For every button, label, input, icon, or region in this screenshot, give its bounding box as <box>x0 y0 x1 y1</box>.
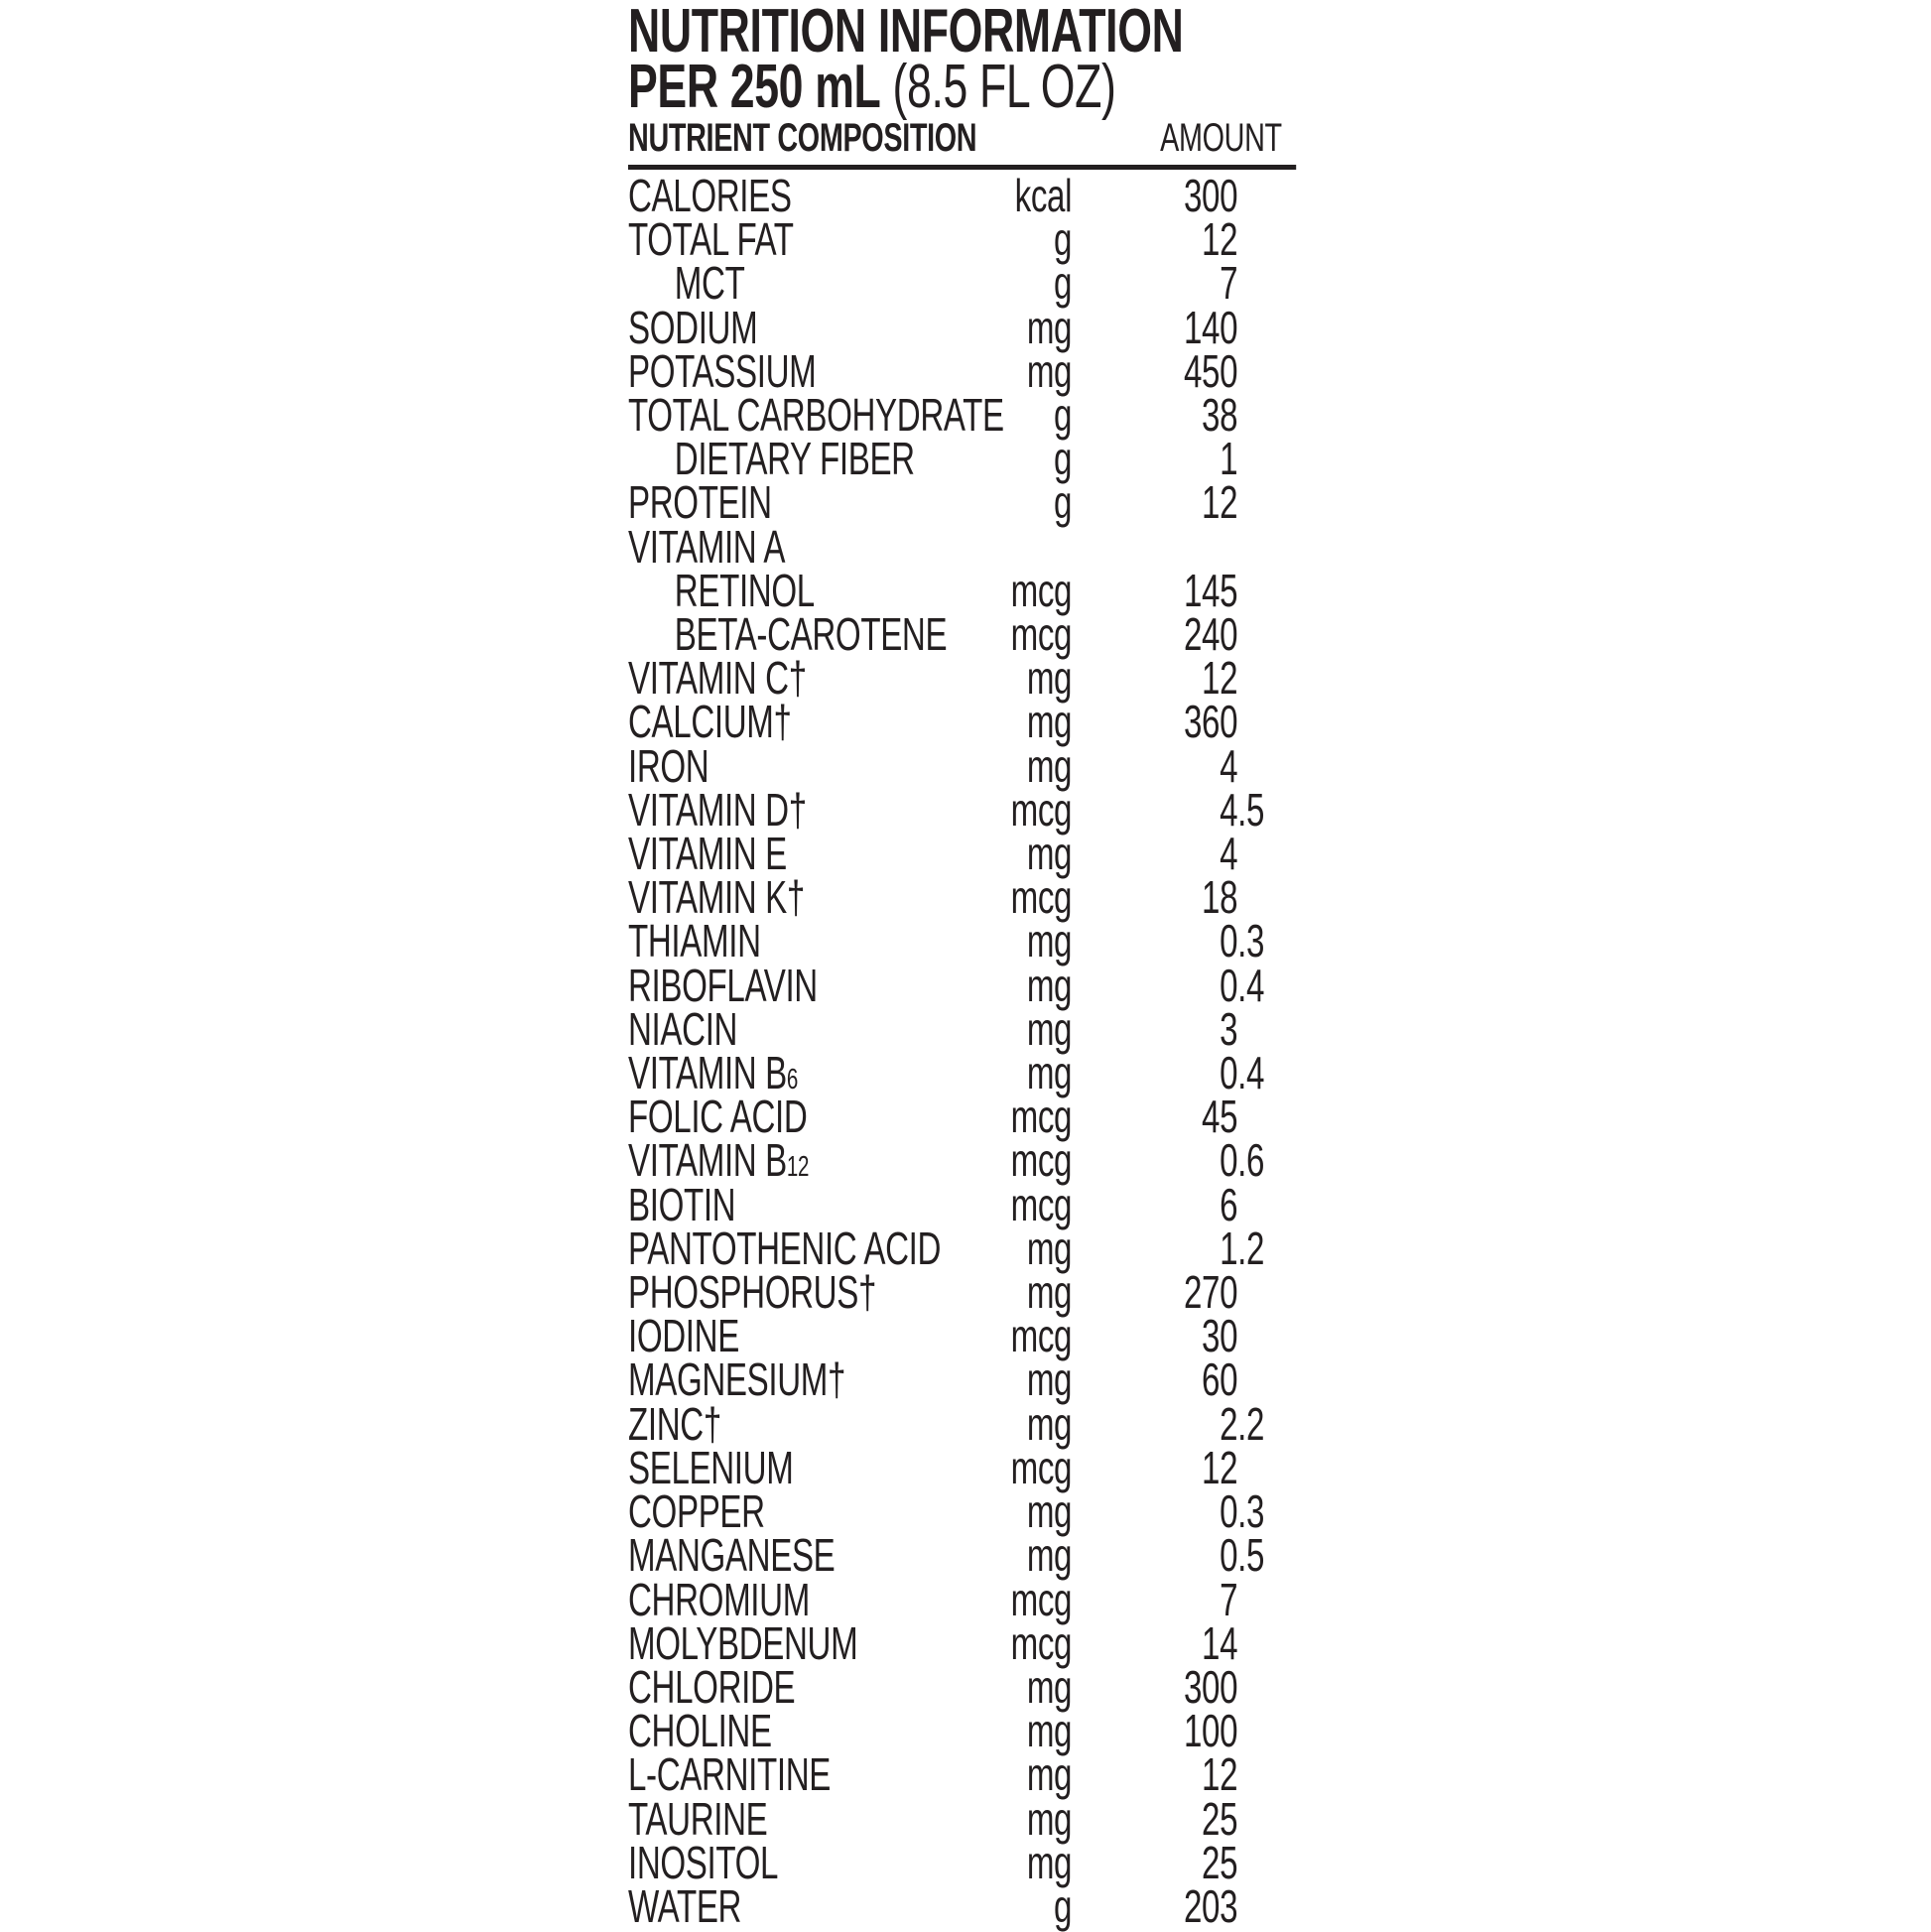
nutrient-label: PANTOTHENIC ACID <box>628 1222 942 1274</box>
column-header-nutrient: NUTRIENT COMPOSITION <box>628 116 977 160</box>
table-row <box>628 1573 1296 1625</box>
serving-size-line <box>628 53 1296 121</box>
nutrient-unit: mg <box>1026 1529 1073 1582</box>
table-row <box>628 1748 1296 1801</box>
nutrient-label: THIAMIN <box>628 915 761 967</box>
table-row <box>628 828 1296 880</box>
nutrient-unit: kcal <box>1014 170 1073 221</box>
nutrient-label: PHOSPHORUS† <box>628 1266 877 1319</box>
nutrient-unit: mg <box>1026 696 1073 748</box>
nutrient-unit: mg <box>1026 1836 1073 1888</box>
amount-decimal <box>1237 1621 1296 1665</box>
table-row <box>628 1441 1296 1493</box>
nutrient-unit: mg <box>1026 828 1073 880</box>
amount-decimal <box>1237 437 1296 480</box>
amount-integer: 30 <box>1202 1310 1238 1362</box>
nutrient-label: TOTAL FAT <box>628 213 794 266</box>
nutrient-unit: g <box>1054 389 1073 442</box>
nutrient-label: RIBOFLAVIN <box>628 959 818 1011</box>
nutrient-label: POTASSIUM <box>628 344 817 397</box>
nutrient-label: MCT <box>674 257 745 310</box>
amount-integer: 12 <box>1202 1748 1238 1801</box>
table-row <box>628 1091 1296 1143</box>
nutrient-label: L-CARNITINE <box>628 1748 831 1801</box>
nutrient-unit: mg <box>1026 301 1073 353</box>
column-headers <box>628 117 1296 159</box>
column-header-amount: AMOUNT <box>1160 116 1282 160</box>
nutrient-unit: g <box>1054 257 1073 310</box>
nutrient-unit: g <box>1054 476 1073 529</box>
label-subscript: 12 <box>786 1151 810 1184</box>
amount-integer: 360 <box>1183 696 1238 748</box>
amount-integer: 100 <box>1183 1705 1238 1757</box>
amount-decimal <box>1237 349 1296 393</box>
table-row <box>628 1134 1296 1187</box>
nutrient-unit: mcg <box>1010 1616 1073 1669</box>
amount-integer: 4 <box>1220 739 1238 792</box>
table-row <box>628 1879 1296 1932</box>
label-subscript: 6 <box>786 1064 798 1096</box>
nutrient-unit: mg <box>1026 1222 1073 1274</box>
table-row <box>628 1660 1296 1713</box>
table-row <box>628 170 1296 221</box>
nutrient-unit: mg <box>1026 1002 1073 1055</box>
amount-integer: 25 <box>1202 1836 1238 1888</box>
serving-size-regular: (8.5 FL OZ) <box>892 53 1116 121</box>
amount-integer: 0 <box>1220 1485 1238 1538</box>
nutrient-label: MAGNESIUM† <box>628 1353 846 1406</box>
amount-integer: 0 <box>1220 1047 1238 1099</box>
nutrient-unit: mcg <box>1010 564 1073 616</box>
amount-decimal <box>1237 306 1296 349</box>
table-row <box>628 783 1296 836</box>
table-row <box>628 608 1296 661</box>
table-row <box>628 301 1296 353</box>
table-row <box>628 564 1296 616</box>
amount-integer: 300 <box>1183 1660 1238 1713</box>
amount-integer: 2 <box>1220 1397 1238 1450</box>
table-row <box>628 959 1296 1011</box>
amount-integer: 14 <box>1202 1616 1238 1669</box>
amount-decimal <box>1237 393 1296 437</box>
nutrient-unit: mcg <box>1010 871 1073 924</box>
nutrient-unit: mg <box>1026 1660 1073 1713</box>
serving-size-bold: PER 250 mL <box>628 53 881 121</box>
amount-decimal <box>1237 656 1296 700</box>
nutrient-unit: mg <box>1026 1353 1073 1406</box>
amount-integer: 1 <box>1220 433 1238 485</box>
amount-integer: 0 <box>1220 915 1238 967</box>
amount-decimal: .3 <box>1237 1485 1265 1538</box>
amount-integer: 38 <box>1202 389 1238 442</box>
table-row <box>628 476 1296 529</box>
nutrient-label: CHOLINE <box>628 1705 772 1757</box>
nutrient-label: IRON <box>628 739 709 792</box>
nutrient-unit: mcg <box>1010 1178 1073 1230</box>
table-row <box>628 1529 1296 1582</box>
table-row <box>628 213 1296 266</box>
amount-decimal <box>1237 1797 1296 1841</box>
amount-integer: 140 <box>1183 301 1238 353</box>
nutrient-label: SELENIUM <box>628 1441 794 1493</box>
amount-integer: 145 <box>1183 564 1238 616</box>
page-title: NUTRITION INFORMATION <box>628 0 1184 65</box>
nutrient-unit: mg <box>1026 652 1073 705</box>
nutrient-label: TAURINE <box>628 1792 768 1845</box>
nutrient-label: DIETARY FIBER <box>674 433 915 485</box>
nutrient-unit: mg <box>1026 1748 1073 1801</box>
nutrient-unit: mcg <box>1010 608 1073 661</box>
table-row <box>628 1705 1296 1757</box>
amount-decimal <box>1237 832 1296 875</box>
nutrient-label: TOTAL CARBOHYDRATE <box>628 389 1004 442</box>
amount-decimal <box>1237 1183 1296 1226</box>
amount-decimal <box>1237 1884 1296 1928</box>
table-row <box>628 871 1296 924</box>
nutrient-unit: mcg <box>1010 1091 1073 1143</box>
nutrient-unit: mg <box>1026 1266 1073 1319</box>
nutrient-label: CALORIES <box>628 170 792 221</box>
nutrient-unit: mg <box>1026 1792 1073 1845</box>
amount-integer: 12 <box>1202 652 1238 705</box>
amount-decimal <box>1237 217 1296 261</box>
amount-integer: 300 <box>1183 170 1238 221</box>
amount-integer: 0 <box>1220 1529 1238 1582</box>
amount-decimal <box>1237 1578 1296 1621</box>
nutrient-label: IODINE <box>628 1310 739 1362</box>
amount-integer: 270 <box>1183 1266 1238 1319</box>
table-row <box>628 1002 1296 1055</box>
amount-integer: 45 <box>1202 1091 1238 1143</box>
amount-decimal <box>1237 1841 1296 1884</box>
nutrient-label: CHROMIUM <box>628 1573 810 1625</box>
table-row <box>628 1836 1296 1888</box>
nutrient-label: VITAMIN A <box>628 520 786 573</box>
nutrient-unit: mcg <box>1010 1310 1073 1362</box>
nutrient-unit: mcg <box>1010 1573 1073 1625</box>
nutrient-label: SODIUM <box>628 301 758 353</box>
amount-decimal <box>1237 261 1296 305</box>
amount-integer: 4 <box>1220 783 1238 836</box>
amount-decimal <box>1237 744 1296 788</box>
nutrient-label: CHLORIDE <box>628 1660 796 1713</box>
nutrient-unit: mg <box>1026 344 1073 397</box>
nutrient-unit: mg <box>1026 915 1073 967</box>
amount-integer: 12 <box>1202 213 1238 266</box>
nutrient-label: NIACIN <box>628 1002 738 1055</box>
amount-integer: 18 <box>1202 871 1238 924</box>
nutrient-unit: mg <box>1026 1047 1073 1099</box>
table-row <box>628 915 1296 967</box>
amount-integer: 450 <box>1183 344 1238 397</box>
nutrient-label: VITAMIN E <box>628 828 787 880</box>
amount-decimal: .6 <box>1237 1134 1265 1187</box>
amount-decimal <box>1237 1752 1296 1796</box>
table-row <box>628 652 1296 705</box>
amount-integer: 6 <box>1220 1178 1238 1230</box>
amount-integer: 3 <box>1220 1002 1238 1055</box>
amount-integer: 0 <box>1220 1134 1238 1187</box>
amount-integer: 7 <box>1220 257 1238 310</box>
table-row <box>628 1266 1296 1319</box>
table-row <box>628 1178 1296 1230</box>
amount-decimal: .3 <box>1237 915 1265 967</box>
amount-integer: 7 <box>1220 1573 1238 1625</box>
table-row <box>628 1310 1296 1362</box>
nutrient-label: VITAMIN C† <box>628 652 807 705</box>
amount-decimal: .2 <box>1237 1222 1265 1274</box>
amount-integer: 1 <box>1220 1222 1238 1274</box>
table-row <box>628 1616 1296 1669</box>
amount-decimal <box>1237 1007 1296 1051</box>
nutrient-unit: mg <box>1026 1705 1073 1757</box>
nutrient-label: FOLIC ACID <box>628 1091 808 1143</box>
amount-decimal <box>1237 875 1296 919</box>
table-row <box>628 1353 1296 1406</box>
amount-decimal <box>1237 525 1296 569</box>
nutrient-label: VITAMIN B12 <box>628 1134 810 1187</box>
nutrient-label: VITAMIN D† <box>628 783 807 836</box>
nutrient-label: INOSITOL <box>628 1836 779 1888</box>
nutrient-unit: g <box>1054 1879 1073 1932</box>
amount-decimal <box>1237 174 1296 217</box>
amount-decimal <box>1237 1709 1296 1752</box>
nutrient-unit: mcg <box>1010 1134 1073 1187</box>
table-row <box>628 1792 1296 1845</box>
table-row <box>628 696 1296 748</box>
nutrient-unit: mg <box>1026 739 1073 792</box>
amount-decimal <box>1237 1314 1296 1357</box>
nutrient-unit <box>943 525 1072 569</box>
nutrient-label: RETINOL <box>674 564 815 616</box>
nutrient-label: COPPER <box>628 1485 765 1538</box>
nutrient-label: ZINC† <box>628 1397 721 1450</box>
nutrient-label: WATER <box>628 1879 742 1932</box>
nutrient-unit: mg <box>1026 1397 1073 1450</box>
nutrient-label: MOLYBDENUM <box>628 1616 858 1669</box>
nutrient-label: CALCIUM† <box>628 696 792 748</box>
amount-integer: 12 <box>1202 1441 1238 1493</box>
nutrient-unit: mg <box>1026 1485 1073 1538</box>
amount-decimal <box>1237 612 1296 656</box>
amount-decimal <box>1237 1270 1296 1314</box>
amount-decimal <box>1237 1665 1296 1709</box>
table-row <box>628 433 1296 485</box>
table-row <box>628 389 1296 442</box>
amount-decimal <box>1237 1357 1296 1401</box>
amount-integer: 60 <box>1202 1353 1238 1406</box>
amount-integer: 240 <box>1183 608 1238 661</box>
amount-decimal: .2 <box>1237 1397 1265 1450</box>
amount-decimal <box>1237 480 1296 524</box>
amount-integer: 12 <box>1202 476 1238 529</box>
amount-decimal: .4 <box>1237 959 1265 1011</box>
table-row <box>628 257 1296 310</box>
nutrient-label: BETA-CAROTENE <box>674 608 948 661</box>
table-row <box>628 344 1296 397</box>
amount-decimal <box>1237 569 1296 612</box>
amount-decimal: .5 <box>1237 783 1265 836</box>
amount-integer: 25 <box>1202 1792 1238 1845</box>
table-row <box>628 1047 1296 1099</box>
nutrient-unit: mcg <box>1010 783 1073 836</box>
nutrient-unit: g <box>1054 433 1073 485</box>
amount-decimal <box>1237 1446 1296 1489</box>
nutrient-unit: g <box>1054 213 1073 266</box>
amount-decimal <box>1237 700 1296 743</box>
nutrient-label: BIOTIN <box>628 1178 736 1230</box>
nutrient-unit: mg <box>1026 959 1073 1011</box>
amount-decimal: .4 <box>1237 1047 1265 1099</box>
amount-integer: 0 <box>1220 959 1238 1011</box>
nutrition-panel <box>628 0 1296 1932</box>
table-row <box>628 520 1296 573</box>
nutrient-label: PROTEIN <box>628 476 772 529</box>
nutrient-label: MANGANESE <box>628 1529 836 1582</box>
amount-integer: 203 <box>1183 1879 1238 1932</box>
nutrient-unit: mcg <box>1010 1441 1073 1493</box>
table-row <box>628 739 1296 792</box>
nutrient-label: VITAMIN K† <box>628 871 805 924</box>
nutrition-table-rows <box>628 170 1296 1932</box>
amount-decimal: .5 <box>1237 1529 1265 1582</box>
table-row <box>628 1397 1296 1450</box>
amount-integer <box>1072 525 1237 569</box>
table-row <box>628 1222 1296 1274</box>
amount-integer: 4 <box>1220 828 1238 880</box>
amount-decimal <box>1237 1095 1296 1138</box>
table-row <box>628 1485 1296 1538</box>
nutrient-label: VITAMIN B6 <box>628 1047 798 1099</box>
